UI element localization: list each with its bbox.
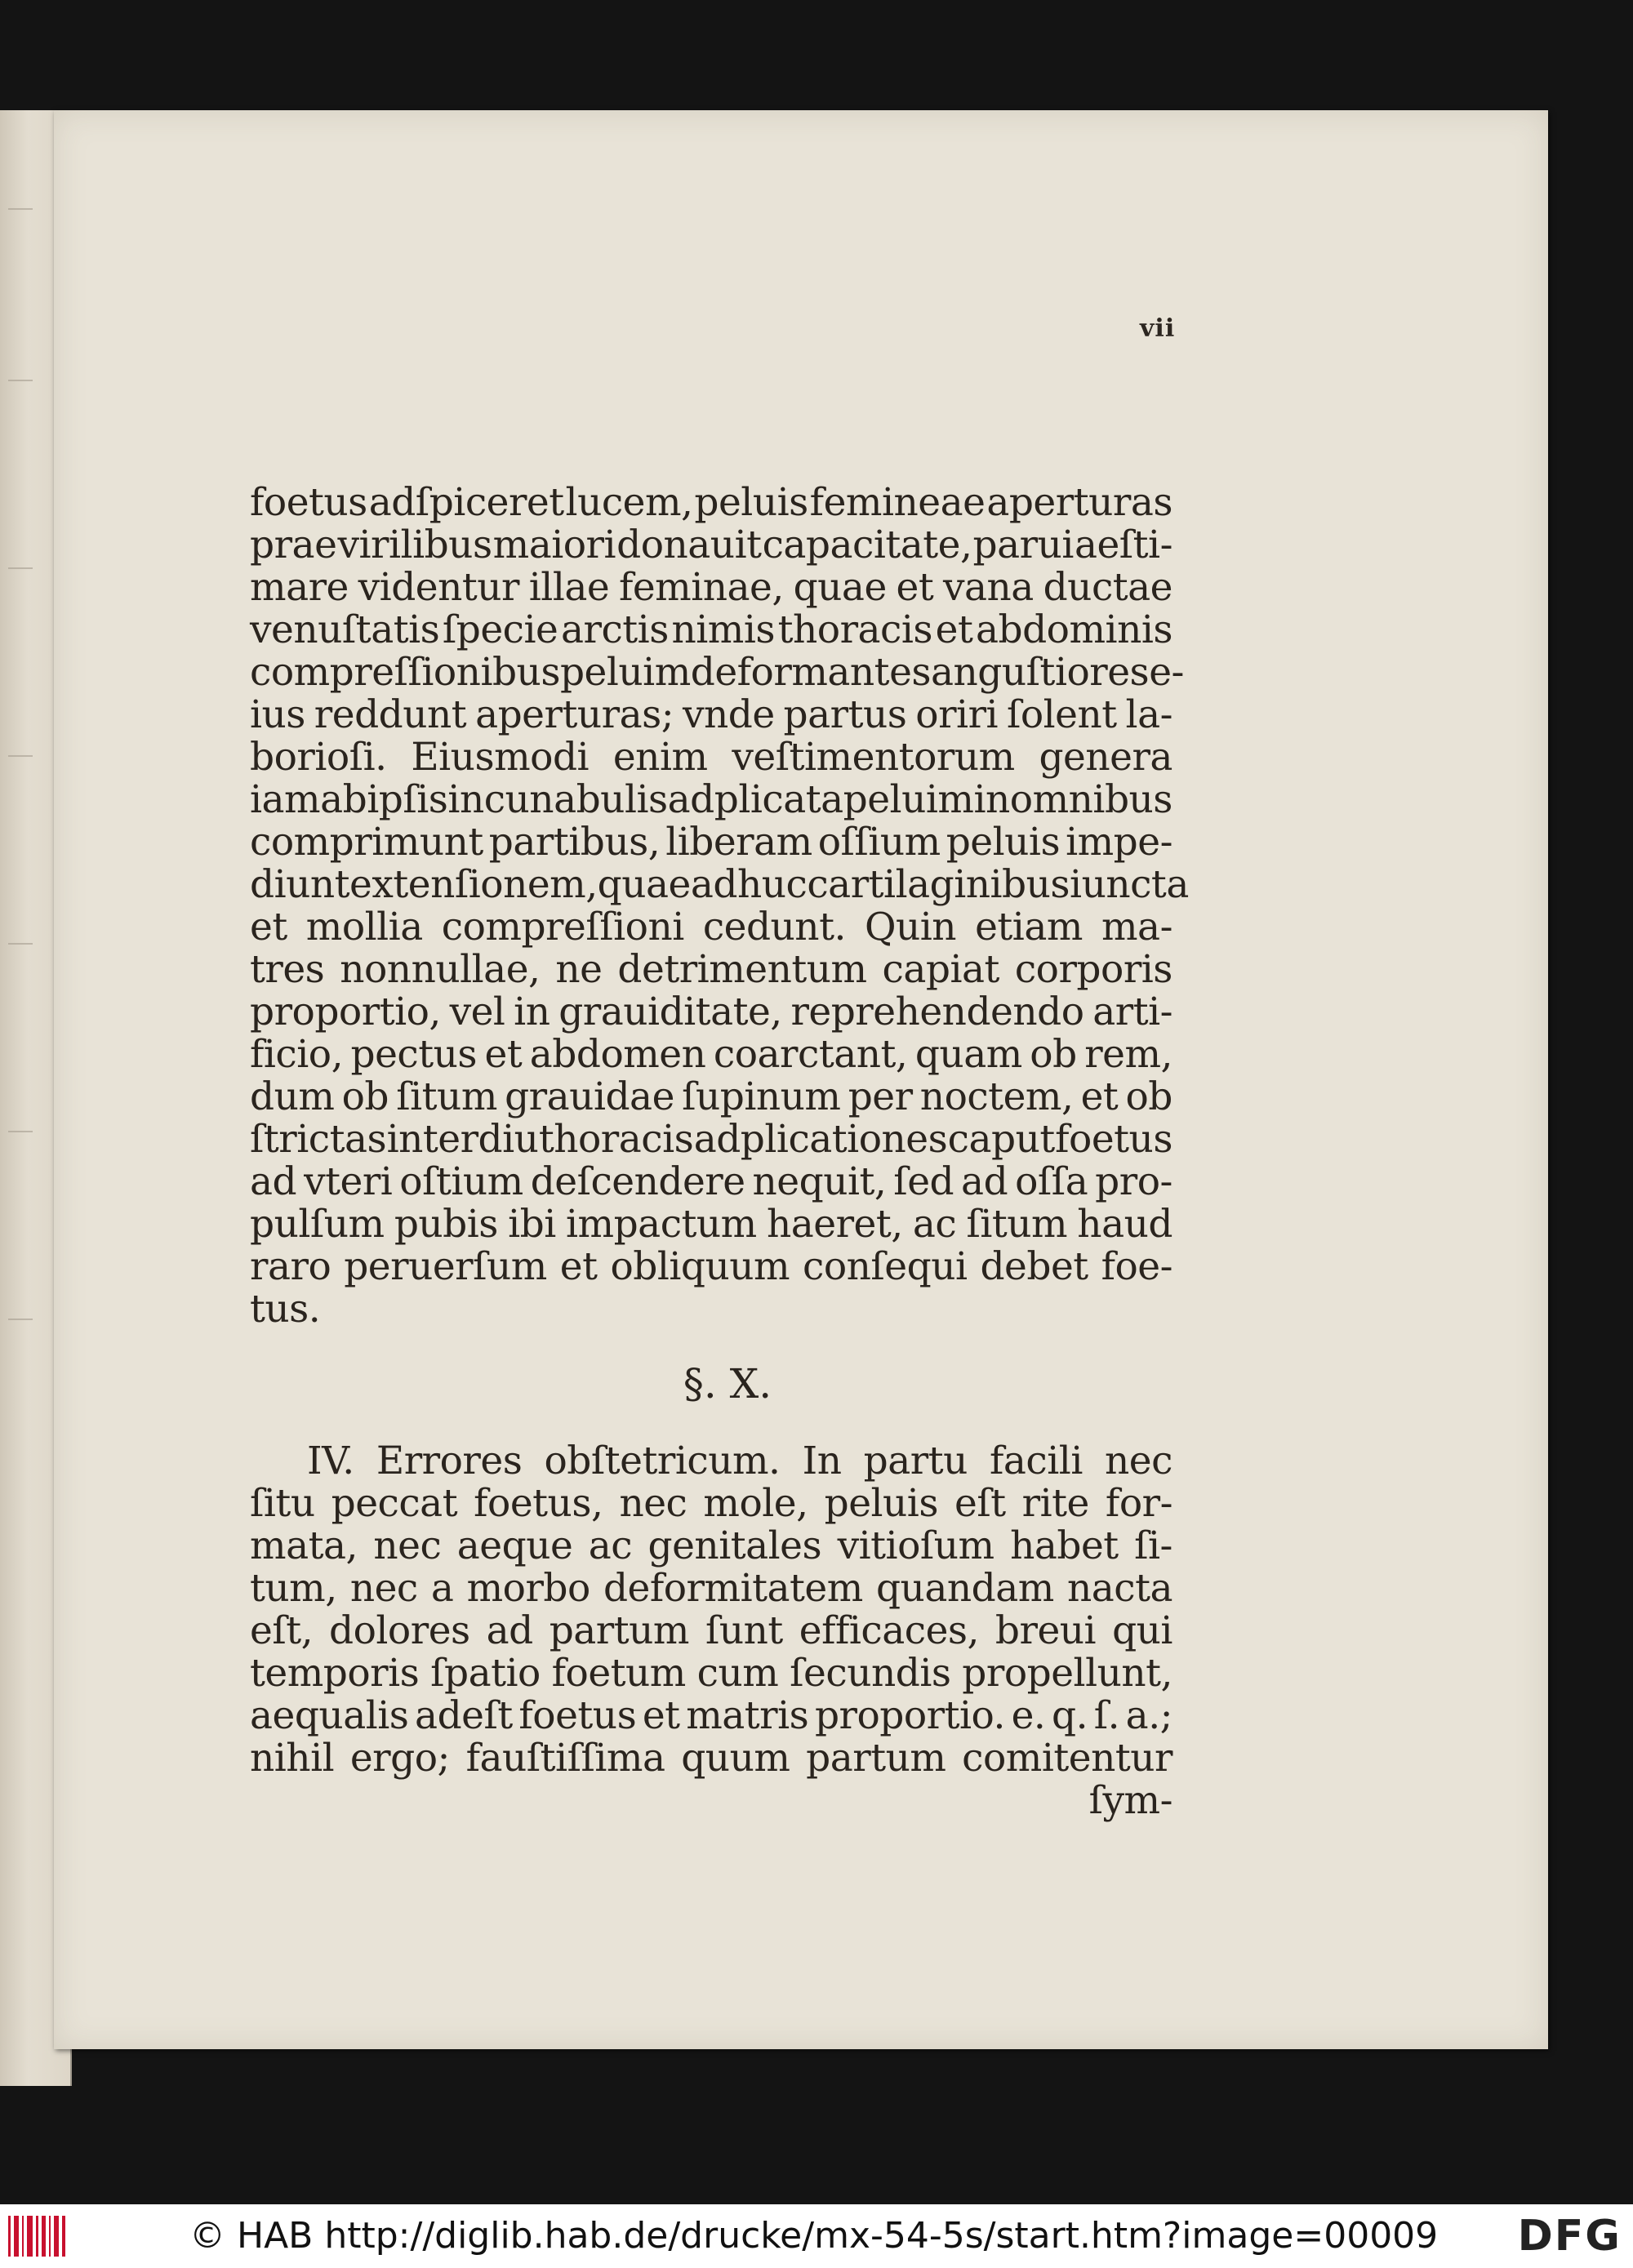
word: q. <box>1052 1693 1088 1738</box>
word: conſequi <box>803 1244 968 1289</box>
word: quae <box>793 565 887 610</box>
word: quam <box>914 1032 1022 1077</box>
word: et <box>559 1244 598 1289</box>
word: foetus <box>518 1693 637 1738</box>
word: thoracis <box>777 607 933 652</box>
word: iam <box>250 777 321 822</box>
catchword <box>250 1780 1172 1822</box>
text-line <box>250 1568 1172 1610</box>
word: nimis <box>671 607 775 652</box>
word: obliquum <box>610 1244 790 1289</box>
text-line <box>250 567 1172 609</box>
word: aperturas <box>986 480 1172 525</box>
word: etiam <box>975 905 1083 949</box>
word: peluim <box>843 777 974 822</box>
word: et <box>250 905 287 949</box>
word: rem, <box>1084 1032 1172 1077</box>
word: cum <box>696 1651 779 1696</box>
word: partus <box>783 692 907 737</box>
word: e- <box>1149 650 1184 695</box>
word: ſitum <box>396 1074 497 1119</box>
word: genitales <box>647 1523 822 1568</box>
word: peluis <box>824 1481 938 1526</box>
word: veſtimentorum <box>732 735 1015 780</box>
word: donauit <box>616 523 762 567</box>
word: genera <box>1039 735 1172 780</box>
word: obſtetricum. <box>544 1439 781 1483</box>
word: vteri <box>304 1159 393 1204</box>
word: diunt <box>250 862 350 907</box>
catchword-text: ſym- <box>1088 1778 1172 1823</box>
word: omnibus <box>1009 777 1172 822</box>
word: qui <box>1112 1608 1172 1653</box>
word: proportio, <box>250 989 441 1034</box>
word: adſpiceret <box>368 480 564 525</box>
word: nequit, <box>752 1159 887 1204</box>
word: Errores <box>376 1439 523 1483</box>
word: dolores <box>329 1608 470 1653</box>
word: iuncta <box>1070 862 1189 907</box>
word: foe- <box>1101 1244 1172 1289</box>
word: ſi- <box>1134 1523 1172 1568</box>
word: ſpatio <box>430 1651 541 1696</box>
word: foetum <box>551 1651 686 1696</box>
word: capiat <box>882 947 999 992</box>
word: vnde <box>682 692 775 737</box>
word: extenſionem, <box>349 862 598 907</box>
text-line <box>250 1525 1172 1568</box>
word: mole, <box>703 1481 808 1526</box>
word: ac <box>588 1523 633 1568</box>
word: ac <box>912 1202 957 1247</box>
word: grauiditate, <box>558 989 782 1034</box>
paragraph-1 <box>250 480 1189 1332</box>
word: ad <box>486 1608 533 1653</box>
word: abdomen <box>529 1032 706 1077</box>
text-line <box>250 609 1172 651</box>
word: pectus <box>350 1032 478 1077</box>
word: ab <box>320 777 367 822</box>
word: matris <box>686 1693 809 1738</box>
word: propellunt, <box>962 1651 1172 1696</box>
word: oſſium <box>817 820 941 865</box>
word: oſtium <box>399 1159 523 1204</box>
word: ſpecie <box>442 607 558 652</box>
word: quae <box>597 862 691 907</box>
word: femineae <box>809 480 986 525</box>
word: per <box>848 1074 913 1119</box>
text-line <box>250 1076 1172 1118</box>
word: mollia <box>305 905 423 949</box>
word: incunabulis <box>447 777 668 822</box>
word: comitentur <box>962 1736 1172 1781</box>
text-line <box>250 1652 1172 1695</box>
word: rite <box>1021 1481 1089 1526</box>
word: ſtrictas <box>250 1117 387 1162</box>
word: a <box>430 1566 454 1611</box>
word: tres <box>250 947 325 992</box>
word: nec <box>373 1523 442 1568</box>
word: deformantes <box>690 650 932 695</box>
word: partum <box>806 1736 946 1781</box>
word: dum <box>250 1074 335 1119</box>
text-line <box>250 1440 1172 1483</box>
word: peluis <box>694 480 808 525</box>
word: peluis <box>946 820 1061 865</box>
word: corporis <box>1014 947 1172 992</box>
word: et <box>642 1693 680 1738</box>
word: ſitu <box>250 1481 315 1526</box>
word: peruerſum <box>344 1244 547 1289</box>
word: feminae, <box>618 565 784 610</box>
word: mare <box>250 565 349 610</box>
word: foetus <box>1055 1117 1172 1162</box>
word: ſecundis <box>790 1651 951 1696</box>
word: parui <box>972 523 1074 567</box>
word: aperturas; <box>475 692 674 737</box>
word: arti- <box>1092 989 1172 1034</box>
word: ſolent <box>1006 692 1117 737</box>
word: oſſa <box>1015 1159 1088 1204</box>
word: oriri <box>915 692 999 737</box>
word: nacta <box>1066 1566 1172 1611</box>
word: aeſti- <box>1074 523 1172 567</box>
word: caput <box>947 1117 1055 1162</box>
word: efficaces, <box>799 1608 979 1653</box>
text-line <box>250 650 1184 695</box>
word: morbo <box>466 1566 590 1611</box>
word: foetus, <box>474 1481 603 1526</box>
word: foetus <box>250 480 367 525</box>
word: ad <box>250 1159 297 1204</box>
word: partum <box>549 1608 689 1653</box>
word: et <box>896 565 934 610</box>
word: nec <box>349 1566 418 1611</box>
word: impe- <box>1066 820 1172 865</box>
word: ſupinum <box>682 1074 841 1119</box>
word: ob <box>1125 1074 1172 1119</box>
text-line <box>250 482 1172 524</box>
word: eſt <box>954 1481 1006 1526</box>
word: adplicationes <box>693 1117 948 1162</box>
word: raro <box>250 1244 331 1289</box>
word: In <box>802 1439 842 1483</box>
word: pubis <box>394 1202 498 1247</box>
text-line: tus. <box>250 1287 321 1332</box>
word: comprimunt <box>250 820 483 865</box>
word: compreſſionibus <box>250 650 560 695</box>
word: eſt, <box>250 1608 314 1653</box>
word: mata, <box>250 1523 358 1568</box>
word: ductae <box>1043 565 1172 610</box>
paragraph-2 <box>250 1440 1172 1780</box>
word: reddunt <box>314 692 467 737</box>
word: in <box>973 777 1010 822</box>
word: tum, <box>250 1566 337 1611</box>
text-line <box>250 1034 1172 1076</box>
word: pro- <box>1095 1159 1172 1204</box>
word: for- <box>1105 1481 1172 1526</box>
word: cedunt. <box>702 905 846 949</box>
word: la- <box>1125 692 1172 737</box>
text-line <box>250 906 1172 949</box>
text-line <box>250 949 1172 991</box>
word: quum <box>681 1736 790 1781</box>
text-line <box>250 736 1172 779</box>
word: ficio, <box>250 1032 344 1077</box>
word: reprehendendo <box>790 989 1084 1034</box>
word: deformitatem <box>603 1566 863 1611</box>
word: interdiu <box>386 1117 539 1162</box>
copyright-url-text[interactable]: © HAB http://diglib.hab.de/drucke/mx-54-5s/start.htm?image=00009 <box>189 2215 1439 2257</box>
page-number: vii <box>1140 314 1176 343</box>
word: temporis <box>250 1651 420 1696</box>
text-line <box>250 1246 1172 1288</box>
word: debet <box>980 1244 1088 1289</box>
word: ipſis <box>367 777 448 822</box>
word: videntur <box>358 565 520 610</box>
text-line <box>250 1610 1172 1652</box>
word: haud <box>1077 1202 1172 1247</box>
word: noctem, <box>919 1074 1074 1119</box>
word: proportio. <box>814 1693 1005 1738</box>
word: lucem, <box>565 480 693 525</box>
word: nonnullae, <box>340 947 541 992</box>
body-text <box>250 480 1189 1823</box>
text-line <box>250 1203 1172 1246</box>
text-line <box>250 821 1172 864</box>
word: ſitum <box>966 1202 1068 1247</box>
word: Eiusmodi <box>411 735 590 780</box>
word: adhuc <box>690 862 808 907</box>
word: arctis <box>560 607 669 652</box>
word: grauidae <box>505 1074 674 1119</box>
dfg-logo: DFG <box>1517 2212 1622 2261</box>
word: nec <box>1105 1439 1172 1483</box>
word: et <box>484 1032 523 1077</box>
text-line <box>250 1118 1172 1161</box>
word: deſcendere <box>530 1159 745 1204</box>
word: aequalis <box>250 1693 409 1738</box>
word: ſ. <box>1093 1693 1120 1738</box>
barcode-logo-icon <box>8 2216 65 2257</box>
word: ibi <box>508 1202 556 1247</box>
word: partu <box>863 1439 968 1483</box>
word: e. <box>1011 1693 1046 1738</box>
word: virilibus <box>337 523 492 567</box>
word: maiori <box>492 523 616 567</box>
word: et <box>935 607 973 652</box>
text-line <box>250 1161 1172 1203</box>
word: peccat <box>331 1481 458 1526</box>
word: impactum <box>566 1202 757 1247</box>
word: detrimentum <box>617 947 867 992</box>
word: a.; <box>1125 1693 1172 1738</box>
word: facili <box>990 1439 1083 1483</box>
word: quandam <box>875 1566 1054 1611</box>
word: cartilaginibus <box>807 862 1070 907</box>
word: liberam <box>665 820 812 865</box>
word: enim <box>612 735 708 780</box>
word: capacitate, <box>762 523 972 567</box>
word: nec <box>619 1481 687 1526</box>
word: venuſtatis <box>250 607 440 652</box>
word: ſunt <box>705 1608 783 1653</box>
word: vel <box>449 989 505 1034</box>
word: ob <box>1030 1032 1077 1077</box>
section-heading: §. X. <box>683 1360 772 1407</box>
text-line <box>250 1483 1172 1525</box>
word: habet <box>1010 1523 1119 1568</box>
word: thoracis <box>538 1117 694 1162</box>
word: peluim <box>559 650 691 695</box>
text-line <box>250 862 1189 907</box>
word: pulſum <box>250 1202 385 1247</box>
word: ob <box>341 1074 389 1119</box>
word: ad <box>961 1159 1008 1204</box>
word: compreſſioni <box>441 905 684 949</box>
text-line <box>250 1695 1172 1737</box>
text-line <box>250 694 1172 736</box>
word: in <box>514 989 550 1034</box>
footer-bar <box>0 2204 1633 2268</box>
word: ius <box>250 692 305 737</box>
word: ne <box>555 947 603 992</box>
word: aeque <box>456 1523 573 1568</box>
text-line <box>250 1737 1172 1780</box>
text-line <box>250 779 1172 821</box>
word: Quin <box>864 905 957 949</box>
word: vana <box>942 565 1034 610</box>
word: breui <box>994 1608 1097 1653</box>
word: anguſtiores <box>931 650 1150 695</box>
word: coarctant, <box>713 1032 908 1077</box>
word: haeret, <box>766 1202 903 1247</box>
word: adeſt <box>415 1693 513 1738</box>
text-line <box>250 991 1172 1034</box>
word: prae <box>250 523 337 567</box>
text-line <box>250 524 1172 567</box>
word: IV. <box>307 1439 354 1483</box>
book-page <box>54 110 1548 2049</box>
word: adplicata <box>667 777 843 822</box>
word: vitioſum <box>837 1523 994 1568</box>
word: abdominis <box>975 607 1172 652</box>
word: ma- <box>1101 905 1172 949</box>
word: ergo; <box>349 1736 450 1781</box>
word: illae <box>528 565 610 610</box>
word: et <box>1080 1074 1119 1119</box>
word: fauſtiſſima <box>465 1736 665 1781</box>
word: nihil <box>250 1736 335 1781</box>
word: ſed <box>893 1159 954 1204</box>
word: partibus, <box>488 820 661 865</box>
word: borioſi. <box>250 735 387 780</box>
